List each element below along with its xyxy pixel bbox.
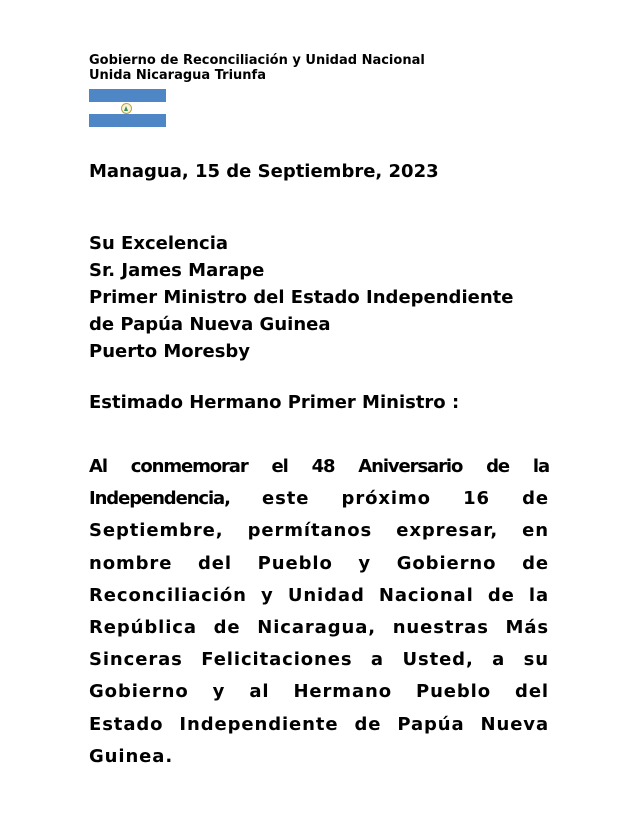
letterhead bbox=[89, 53, 425, 83]
addressee-line-5: Puerto Moresby bbox=[89, 341, 251, 362]
letterhead-line-2: Unida Nicaragua Triunfa bbox=[89, 68, 266, 83]
addressee-block bbox=[89, 230, 513, 365]
letterhead-line-1: Gobierno de Reconciliación y Unidad Nacional bbox=[89, 53, 425, 68]
salutation: Estimado Hermano Primer Ministro : bbox=[89, 392, 460, 413]
addressee-line-2: Sr. James Marape bbox=[89, 260, 265, 281]
coat-of-arms-icon bbox=[121, 103, 132, 114]
letter-body-first-line: Al conmemorar el 48 Aniversario de la Independencia, bbox=[89, 456, 549, 510]
addressee-line-4: de Papúa Nueva Guinea bbox=[89, 314, 331, 335]
letter-body-rest: este próximo 16 de Septiembre, permítanos expresar, en nombre del Pueblo y Gobierno de Reconciliación y Unidad Nacional de la República de Nicaragua, nuestras Más Sinceras Felicitaciones a Usted, a su Gobierno y al Hermano Pueblo del Estado Independiente de Papúa Nueva Guinea. bbox=[89, 488, 549, 767]
letter-date: Managua, 15 de Septiembre, 2023 bbox=[89, 161, 439, 182]
addressee-line-1: Su Excelencia bbox=[89, 233, 229, 254]
nicaragua-flag-icon bbox=[89, 89, 166, 127]
flag-band-bottom bbox=[89, 114, 166, 127]
flag-band-middle bbox=[89, 102, 166, 115]
letter-body bbox=[89, 451, 549, 773]
addressee-line-3: Primer Ministro del Estado Independiente bbox=[89, 287, 514, 308]
flag-band-top bbox=[89, 89, 166, 102]
